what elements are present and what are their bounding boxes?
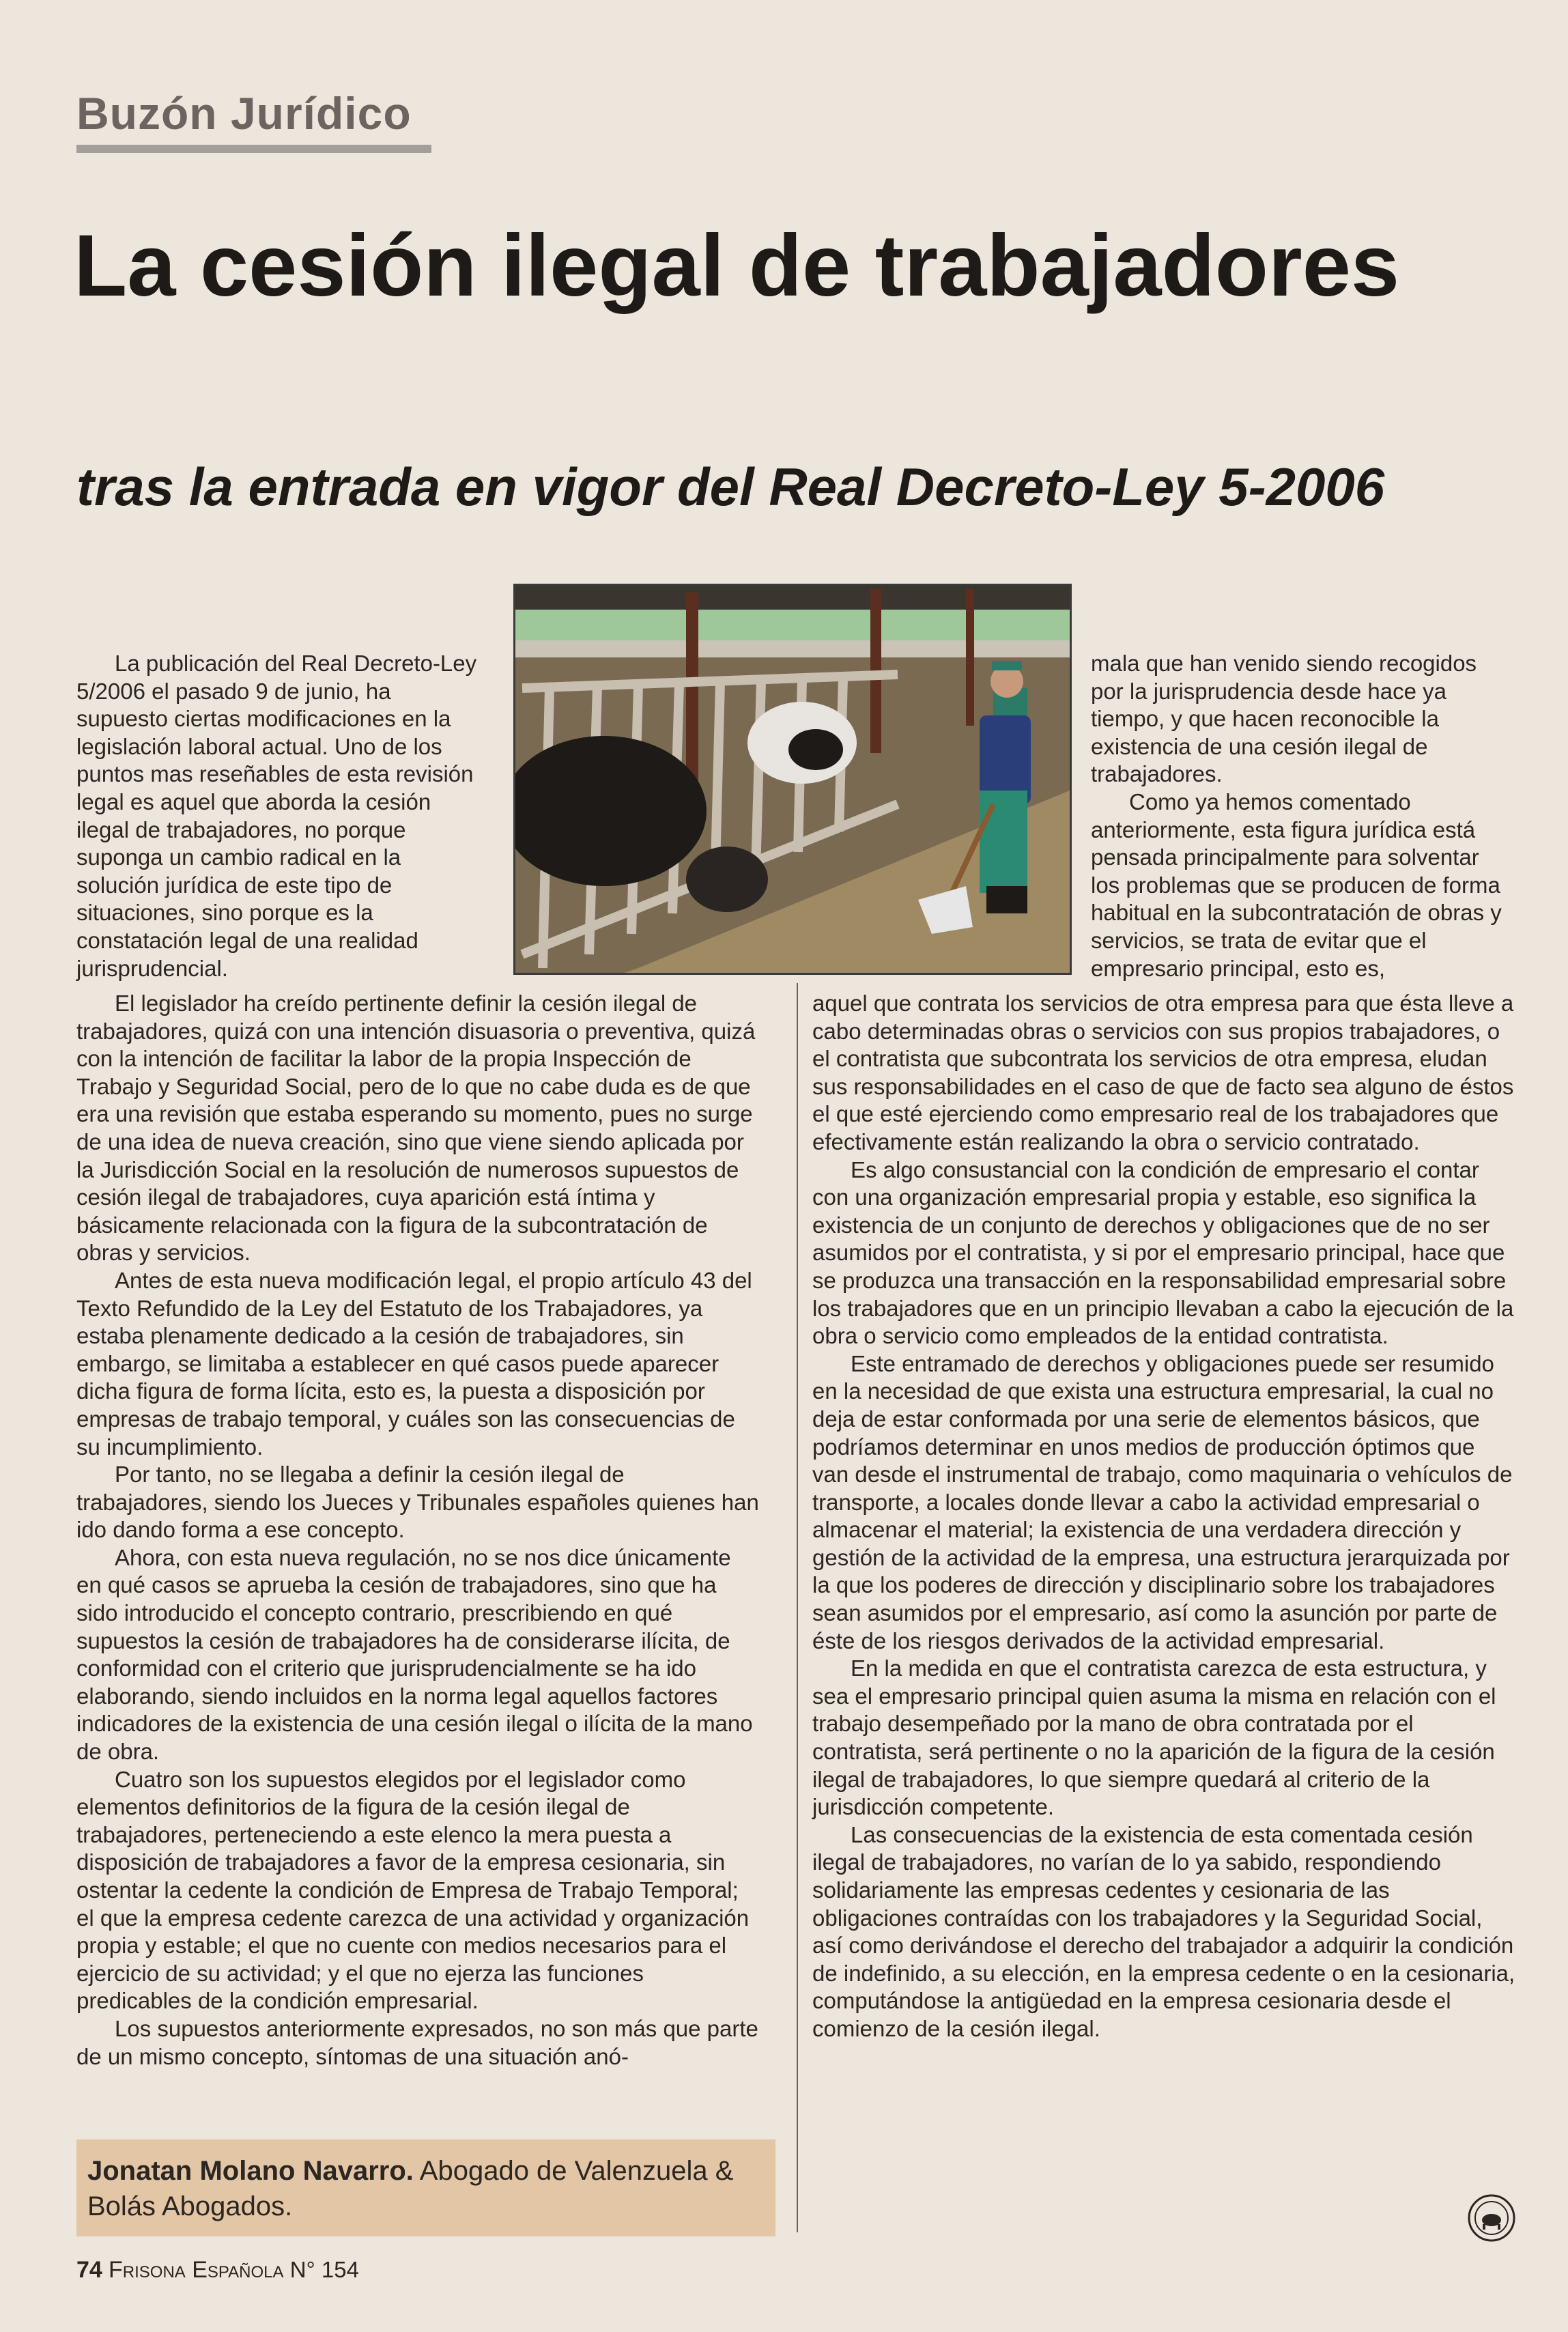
author-box <box>76 2139 775 2236</box>
issue-number: N° 154 <box>289 2257 359 2282</box>
paragraph: Por tanto, no se llegaba a definir la cesión ilegal de trabajadores, siendo los Jueces y Tribunales españoles quienes han ido dando forma a ese concepto. <box>76 1462 759 1543</box>
article-title: La cesión ilegal de trabajadores <box>74 217 1400 315</box>
paragraph: Este entramado de derechos y obligaciones puede ser resumido en la necesidad de que exista una estructura empresarial, la cual no deja de estar conformada por una serie de elementos básicos, que podríamos determinar en unos medios de producción óptimos que van desde el instrumental de trabajo, como maquinaria o vehículos de transporte, a locales donde llevar a cabo la actividad empresarial o almacenar el material; la existencia de una verdadera dirección y gestión de la actividad de la empresa, una estructura jerarquizada por la que los poderes de dirección y disciplinario sobre los trabajadores sean asumidos por el empresario, así como la asunción por parte de éste de los riesgos derivados de la actividad empresarial. <box>812 1350 1513 1653</box>
paragraph: Los supuestos anteriormente expresados, no son más que parte de un mismo concepto, síntomas de una situación anó- <box>76 2015 758 2069</box>
magazine-name: Frisona Española <box>109 2257 284 2283</box>
paragraph: Como ya hemos comentado anteriormente, esta figura jurídica está pensada principalmente para solventar los problemas que se producen de forma habitual en la subcontratación de obras y servicios, se trata de evitar que el empresario principal, esto es, <box>1091 788 1502 981</box>
column-left-top <box>76 650 486 982</box>
paragraph: Ahora, con esta nueva regulación, no se nos dice únicamente en qué casos se aprueba la cesión de trabajadores, sino que ha sido introducido el concepto contrario, prescribiendo en qué supuestos la cesión de trabajadores ha de considerarse ilícita, de conformidad con el criterio que jurisprudencialmente se ha ido elaborando, siendo incluidos en la norma legal aquellos factores indicadores de la existencia de una cesión ilegal o ilícita de la mano de obra. <box>76 1544 753 1765</box>
paragraph: aquel que contrata los servicios de otra empresa para que ésta lleve a cabo determinadas obras o servicios con sus propios trabajadores, o el contratista que subcontrata los servicios de otra empresa, eludan sus responsabilidades en el caso de que de facto sea alguno de éstos el que esté ejerciendo como empresario real de los trabajadores que efectivamente están realizando la obra o servicio contratado. <box>812 991 1514 1154</box>
column-right <box>812 990 1515 2043</box>
paragraph: Es algo consustancial con la condición de empresario el contar con una organización empresarial propia y estable, eso significa la existencia de un conjunto de derechos y obligaciones que de no ser asumidos por el contratista, y si por el empresario principal, hace que se produzca una transacción en la responsabilidad empresarial sobre los trabajadores que en un principio llevaban a cabo la ejecución de la obra o servicio como empleados de la entidad contratista. <box>812 1156 1514 1349</box>
paragraph: mala que han venido siendo recogidos por la jurisprudencia desde hace ya tiempo, y que hacen reconocible la existencia de una cesión ilegal de trabajadores. <box>1091 651 1477 787</box>
section-underline <box>76 145 431 153</box>
author-role: Abogado de Valenzuela & Bolás Abogados. <box>87 2156 734 2221</box>
article-subtitle: tras la entrada en vigor del Real Decreto-Ley 5-2006 <box>76 457 1385 517</box>
paragraph: Cuatro son los supuestos elegidos por el legislador como elementos definitorios de la figura de la cesión ilegal de trabajadores, perteneciendo a este elenco la mera puesta a disposición de trabajadores a favor de la empresa cesionaria, sin ostentar la cedente la condición de Empresa de Trabajo Temporal; el que la empresa cedente carezca de una actividad y organización propia y estable; el que no cuente con medios necesarios para el ejercicio de su actividad; y el que no ejerza las funciones predicables de la condición empresarial. <box>76 1766 750 2014</box>
section-tag: Buzón Jurídico <box>76 88 412 139</box>
page-number: 74 <box>76 2257 102 2283</box>
paragraph: En la medida en que el contratista carezca de esta estructura, y sea el empresario principal quien asuma la misma en relación con el trabajo desempeñado por la mano de obra contratada por el contratista, será pertinente o no la aparición de la figura de la cesión ilegal de trabajadores, lo que siempre quedará al criterio de la jurisdicción competente. <box>812 1655 1496 1820</box>
paragraph: Las consecuencias de la existencia de esta comentada cesión ilegal de trabajadores, no varían de lo ya sabido, respondiendo solidariamente las empresas cedentes y cesionaria de las obligaciones contraídas con los trabajadores y la Seguridad Social, así como derivándose el derecho del trabajador a adquirir la condición de indefinido, a su elección, en la empresa cedente o en la cesionaria, computándose la antigüedad en la empresa cesionaria desde el comienzo de la cesión ilegal. <box>812 1821 1515 2041</box>
paragraph: La publicación del Real Decreto-Ley 5/2006 el pasado 9 de junio, ha supuesto ciertas modificaciones en la legislación laboral actual. Uno de los puntos mas reseñables de esta revisión legal es aquel que aborda la cesión ilegal de trabajadores, no porque suponga un cambio radical en la solución jurídica de este tipo de situaciones, sino porque es la constatación legal de una realidad jurisprudencial. <box>76 651 477 981</box>
page-footer <box>76 2257 359 2284</box>
paragraph: El legislador ha creído pertinente definir la cesión ilegal de trabajadores, quizá con una intención disuasoria o preventiva, quizá con la intención de facilitar la labor de la propia Inspección de Trabajo y Seguridad Social, pero de lo que no cabe duda es de que era una revisión que estaba esperando su momento, pues no surge de una idea de nueva creación, sino que viene siendo aplicada por la Jurisdicción Social en la resolución de numerosos supuestos de cesión ilegal de trabajadores, cuya aparición está íntima y básicamente relacionada con la figura de la subcontratación de obras y servicios. <box>76 991 756 1266</box>
column-left <box>76 990 759 2071</box>
association-seal-icon <box>1466 2193 1517 2243</box>
author-name: Jonatan Molano Navarro. <box>87 2156 414 2186</box>
column-divider <box>797 983 798 2232</box>
paragraph: Antes de esta nueva modificación legal, el propio artículo 43 del Texto Refundido de la Ley del Estatuto de los Trabajadores, ya estaba plenamente dedicado a la cesión de trabajadores, sin embargo, se limitaba a establecer en qué casos puede aparecer dicha figura de forma lícita, esto es, la puesta a disposición por empresas de trabajo temporal, y cuáles son las consecuencias de su incumplimiento. <box>76 1267 752 1460</box>
cattle-barn-photo-icon <box>513 584 1072 975</box>
column-right-top <box>1091 650 1507 982</box>
